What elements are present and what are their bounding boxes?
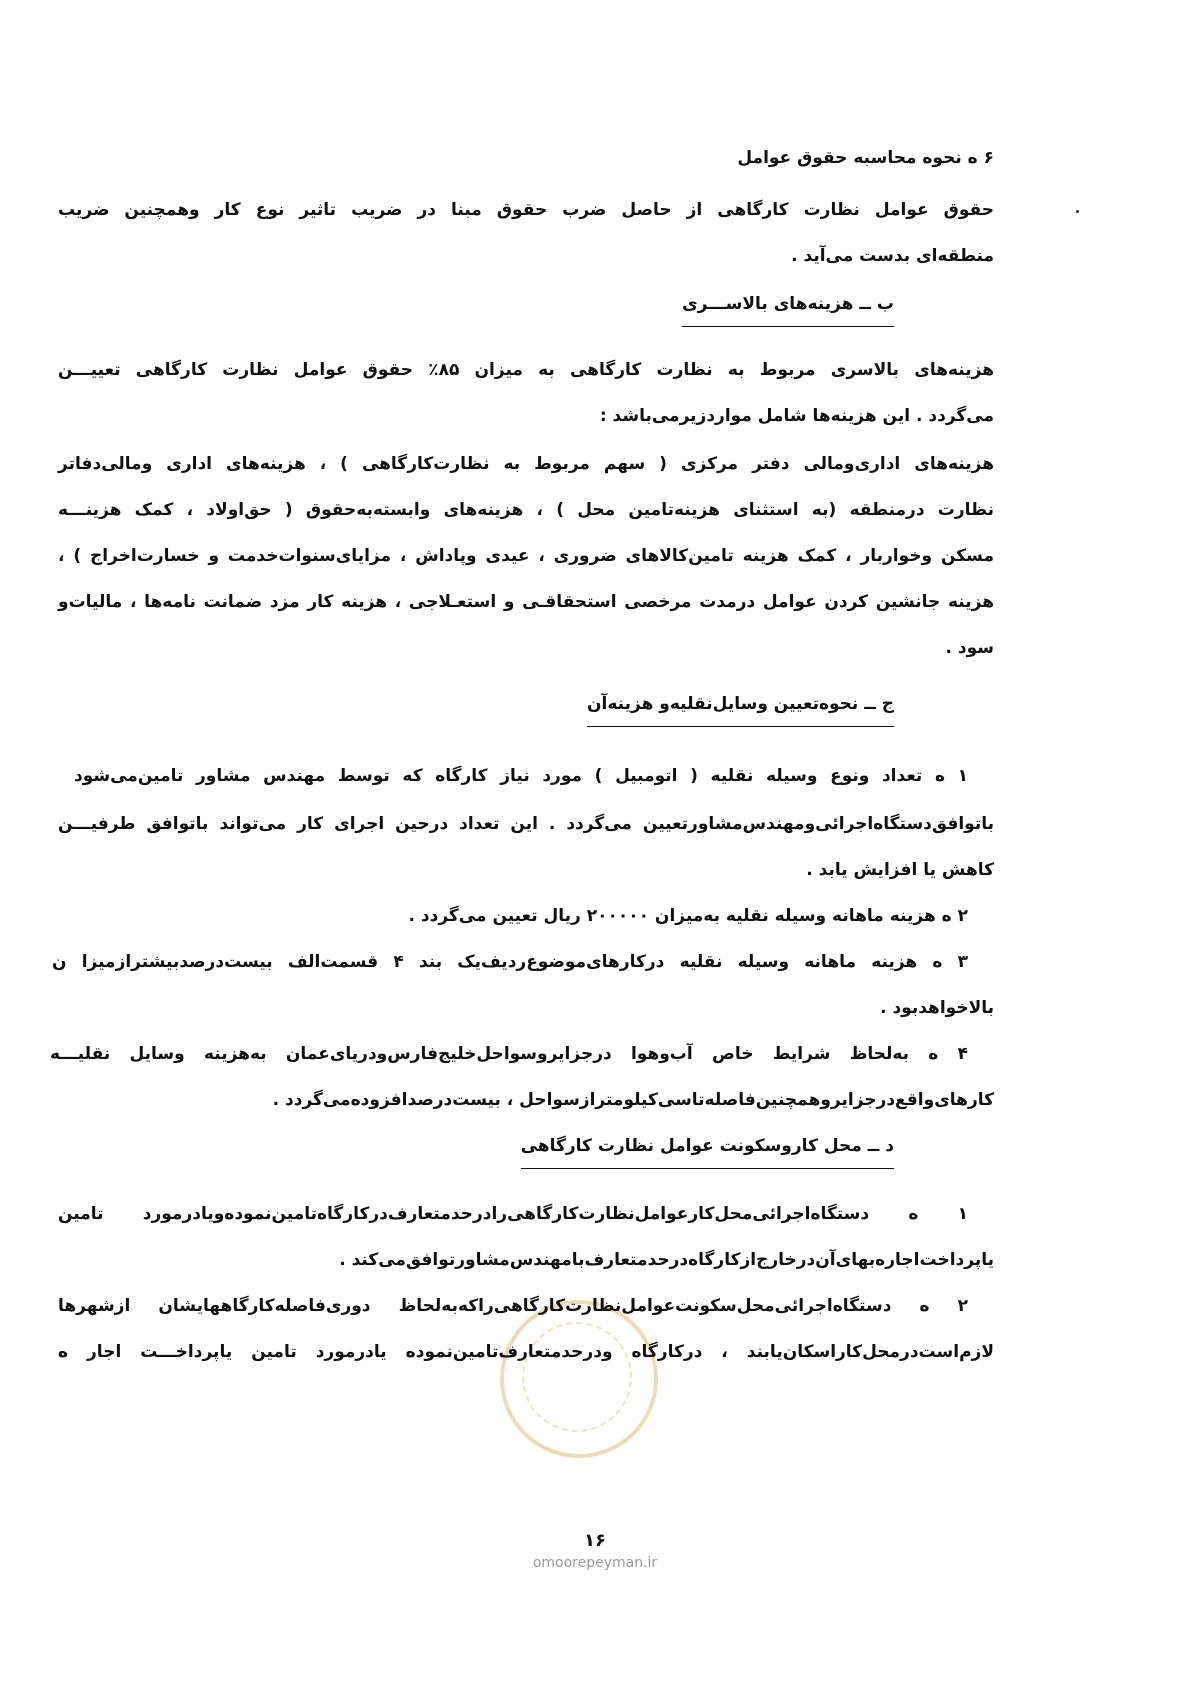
paragraph-line: کارهای‌واقع‌درجزایروهمچنین‌فاصله‌تاسی‌کیلومترازسواحل ، بیست‌درصدافزوده‌می‌گردد . <box>272 1090 994 1110</box>
paragraph-line: لازم‌است‌درمحل‌کاراسکان‌یابند ، درکارگاه ودرحدمتعارف‌تامین‌نموده یادرمورد تامین یاپرداخـــت اجار ه <box>58 1342 994 1362</box>
paragraph-line: می‌گردد . این هزینه‌ها شامل مواردزیرمی‌باشد : <box>599 406 994 426</box>
list-item-vehicles-2: ۲ ه هزینه ماهانه وسیله نقلیه به‌میزان ۲۰۰۰۰۰ ریال تعیین می‌گردد . <box>408 906 968 926</box>
heading-workplace-residence: د ــ محل کاروسکونت عوامل نظارت کارگاهی <box>521 1134 894 1169</box>
paragraph-line: منطقه‌ای بدست می‌آید . <box>791 246 994 266</box>
paragraph-line: نظارت درمنطقه (به استثنای هزینه‌تامین محل ) ، هزینه‌های وابسته‌به‌حقوق ( حق‌اولاد ، کمک هزینـــه <box>58 500 994 520</box>
list-item-vehicles-3: ۳ ه هزینه ماهانه وسیله نقلیه درکارهای‌موضوع‌ردیف‌یک بند ۴ قسمت‌الف بیست‌درصدبیشترازمیزا ن <box>52 952 969 972</box>
paragraph-line: هزینه‌های اداری‌ومالی دفتر مرکزی ( سهم مربوط به نظارت‌کارگاهی ) ، هزینه‌های اداری ومالی‌دفاتر <box>58 454 994 474</box>
scan-speck <box>1076 210 1079 213</box>
list-item-vehicles-1: ۱ ه تعداد ونوع وسیله نقلیه ( اتومبیل ) مورد نیاز کارگاه که توسط مهندس مشاور تامین‌می‌شود <box>74 766 968 786</box>
watermark-seal <box>500 1300 658 1458</box>
paragraph-line: کاهش یا افزایش یابد . <box>806 860 994 880</box>
list-item-vehicles-4: ۴ ه به‌لحاظ شرایط خاص آب‌وهوا درجزایروسواحل‌خلیج‌فارس‌ودریای‌عمان به‌هزینه وسایل نقلیـــه <box>50 1044 968 1064</box>
paragraph-line: مسکن وخواربار ، کمک هزینه تامین‌کالاهای ضروری ، عیدی وپاداش ، مزایای‌سنوات‌خدمت و خسارت‌اخراج ) ، <box>58 546 994 566</box>
paragraph-line: باتوافق‌دستگاه‌اجرائی‌ومهندس‌مشاورتعیین می‌گردد . این تعداد درحین اجرای کار می‌تواند باتوافق طرفیـــن <box>58 814 994 834</box>
section-title-wage-calculation: ۶ ه نحوه محاسبه حقوق عوامل <box>737 148 994 168</box>
site-watermark-text: omoorepeyman.ir <box>532 1555 658 1571</box>
heading-overhead-costs: ب ــ هزینه‌های بالاســـری <box>682 292 894 327</box>
paragraph-line: یاپرداخت‌اجاره‌بهای‌آن‌درخارج‌ازکارگاه‌درحدمتعارف‌بامهندس‌مشاورتوافق‌می‌کند . <box>339 1250 994 1270</box>
list-item-workplace-1: ۱ ه دستگاه‌اجرائی‌محل‌کارعوامل‌نظارت‌کارگاهی‌رادرحدمتعارف‌درکارگاه‌تامین‌نموده‌ویادرمورد تامین <box>58 1204 968 1224</box>
paragraph-line: بالاخواهدبود . <box>880 998 994 1018</box>
heading-vehicles: ج ــ نحوه‌تعیین وسایل‌نقلیه‌و هزینه‌آن <box>587 692 894 727</box>
page-number: ۱۶ <box>584 1530 606 1551</box>
list-item-workplace-2: ۲ ه دستگاه‌اجرائی‌محل‌سکونت‌عوامل‌نظارت‌کارگاهی‌راکه‌به‌لحاظ دوری‌فاصله‌کارگاههایشان ازشهرها <box>58 1296 968 1316</box>
paragraph-line: حقوق عوامل نظارت کارگاهی از حاصل ضرب حقوق مبنا در ضریب تاثیر نوع کار وهمچنین ضریب <box>58 200 994 220</box>
paragraph-line: هزینه‌های بالاسری مربوط به نظارت کارگاهی به میزان ۸۵٪ حقوق عوامل نظارت کارگاهی تعییـــن <box>58 360 994 380</box>
paragraph-line: سود . <box>945 638 994 658</box>
paragraph-line: هزینه جانشین کردن عوامل درمدت مرخصی استحقاقـی و استعـلاجی ، هزینه کار مزد ضمانت نامه‌ها ، مالیات‌و <box>58 592 994 612</box>
